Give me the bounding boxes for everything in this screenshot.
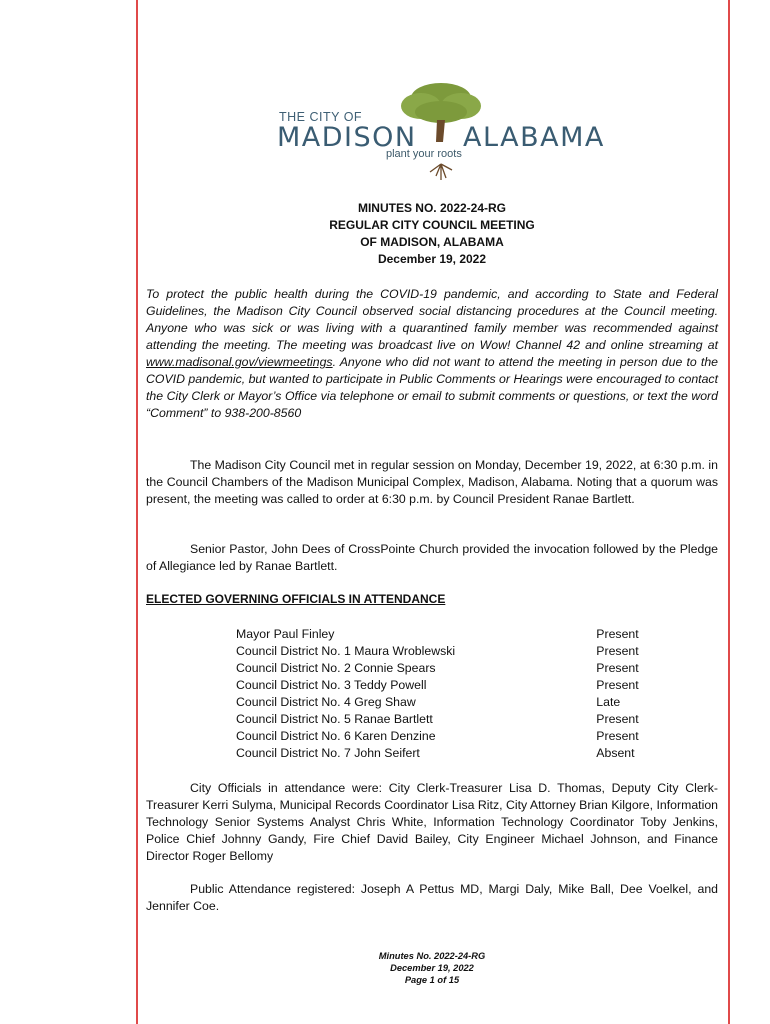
covid-notice-text-cont: . Anyone who did not want to attend the meeting in person due to the COVID pandemic, but wanted to participate in Public Comments or Hearings were encouraged to contact the City Clerk or Mayor’s Office via telephone or email to submit comments or questions, or text the word “Comment” to 938-200-8560 (146, 355, 718, 420)
official-row (236, 643, 656, 660)
city-logo (276, 80, 605, 190)
logo-city-of: THE CITY OF (279, 110, 363, 124)
logo-madison: MADISON (277, 122, 417, 153)
official-status: Absent (596, 746, 635, 760)
covid-notice (146, 286, 718, 422)
official-name: Council District No. 2 Connie Spears (236, 661, 436, 675)
official-row (236, 660, 656, 677)
minutes-number: MINUTES NO. 2022-24-RG (357, 201, 507, 215)
official-status: Late (596, 695, 621, 709)
official-status: Present (596, 644, 639, 658)
view-meetings-link[interactable]: www.madisonal.gov/viewmeetings (146, 355, 333, 369)
official-row (236, 626, 656, 643)
official-status: Present (596, 712, 639, 726)
meeting-date: December 19, 2022 (377, 252, 487, 266)
public-attendance-paragraph: Public Attendance registered: Joseph A Pettus MD, Margi Daly, Mike Ball, Dee Voelkel, and Jennifer Coe. (146, 882, 718, 913)
city-officials-paragraph: City Officials in attendance were: City Clerk-Treasurer Lisa D. Thomas, Deputy City Clerk-Treasurer Kerri Sulyma, Municipal Records Coordinator Lisa Ritz, City Attorney Brian Kilgore, Information Technology Senior Systems Analyst Chris White, Information Technology Coordinator Toby Jenkins, Police Chief Johnny Gandy, Fire Chief David Bailey, City Engineer Michael Johnson, and Finance Director Roger Bellomy (146, 781, 718, 863)
minutes-heading (146, 200, 718, 268)
official-name: Council District No. 7 John Seifert (236, 746, 420, 760)
official-status: Present (596, 729, 639, 743)
meeting-type: REGULAR CITY COUNCIL MEETING (329, 218, 535, 232)
official-row (236, 711, 656, 728)
logo-alabama: ALABAMA (463, 122, 605, 153)
official-name: Council District No. 3 Teddy Powell (236, 678, 427, 692)
official-row (236, 694, 656, 711)
right-margin-rule (728, 0, 730, 1024)
invocation-paragraph: Senior Pastor, John Dees of CrossPointe Church provided the invocation followed by the Pledge of Allegiance led by Ranae Bartlett. (146, 542, 718, 573)
meeting-location: OF MADISON, ALABAMA (360, 235, 504, 249)
official-status: Present (596, 627, 639, 641)
footer-date: December 19, 2022 (390, 963, 474, 973)
official-row (236, 745, 656, 762)
officials-section-title: ELECTED GOVERNING OFFICIALS IN ATTENDANCE (146, 592, 446, 606)
footer-minutes-number: Minutes No. 2022-24-RG (378, 951, 486, 961)
official-row (236, 677, 656, 694)
page-footer (146, 950, 718, 986)
left-margin-rule (136, 0, 138, 1024)
official-name: Council District No. 1 Maura Wroblewski (236, 644, 456, 658)
official-status: Present (596, 678, 639, 692)
official-status: Present (596, 661, 639, 675)
session-paragraph: The Madison City Council met in regular session on Monday, December 19, 2022, at 6:30 p.m. in the Council Chambers of the Madison Municipal Complex, Madison, Alabama. Noting that a quorum was present, the meeting was called to order at 6:30 p.m. by Council President Ranae Bartlett. (146, 458, 718, 506)
covid-notice-text: To protect the public health during the COVID-19 pandemic, and according to State and Federal Guidelines, the Madison City Council observed social distancing procedures at the Council meeting. Anyone who was sick or was living with a quarantined family member was recommended against attending the meeting. The meeting was broadcast live on Wow! Channel 42 and online streaming at (146, 287, 718, 352)
official-name: Council District No. 5 Ranae Bartlett (236, 712, 433, 726)
official-name: Mayor Paul Finley (236, 627, 335, 641)
official-row (236, 728, 656, 745)
officials-list (236, 626, 656, 762)
official-name: Council District No. 4 Greg Shaw (236, 695, 416, 709)
footer-page-number: Page 1 of 15 (404, 975, 460, 985)
official-name: Council District No. 6 Karen Denzine (236, 729, 436, 743)
logo-tagline: plant your roots (386, 148, 462, 160)
